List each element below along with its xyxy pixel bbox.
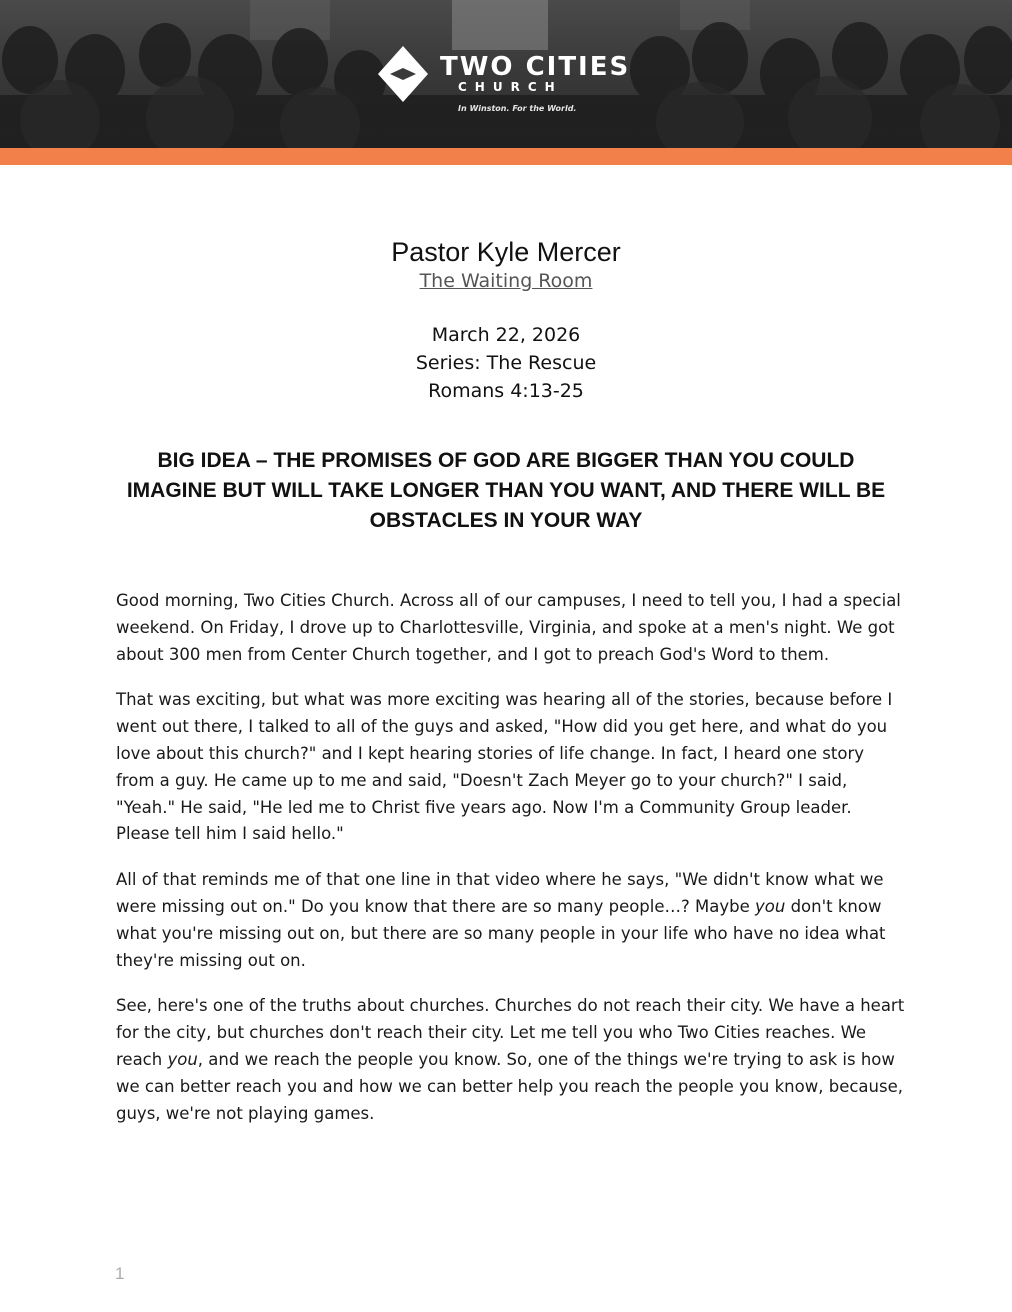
paragraph-text: , and we reach the people you know. So, one of the things we're trying to ask is how we can better reach you and how we can better help you reach the people you know, because, guys, we're not playing games. [116, 1049, 903, 1123]
paragraph: That was exciting, but what was more exciting was hearing all of the stories, because before I went out there, I talked to all of the guys and asked, "How did you get here, and what do you love about this church?" and I kept hearing stories of life change. In fact, I heard one story from a guy. He came up to me and said, "Doesn't Zach Meyer go to your church?" I said, "Yeah." He said, "He led me to Christ five years ago. Now I'm a Community Group leader. Please tell him I said hello." [116, 690, 893, 844]
paragraph [116, 867, 906, 974]
header-banner [0, 0, 1012, 148]
sermon-scripture: Romans 4:13-25 [428, 380, 584, 402]
emphasis-text: you [755, 896, 786, 916]
sermon-meta [0, 321, 1012, 405]
pastor-name: Pastor Kyle Mercer [391, 237, 621, 267]
sermon-series: Series: The Rescue [415, 352, 597, 374]
page-number: 1 [115, 1264, 125, 1283]
logo-subtitle: CHURCH [458, 80, 563, 94]
sermon-date: March 22, 2026 [431, 324, 581, 346]
paragraph-text: don't know what you're missing out on, but there are so many people in your life who have no idea what they're missing out on. [116, 896, 886, 970]
big-idea-heading: BIG IDEA – THE PROMISES OF GOD ARE BIGGER THAN YOU COULD IMAGINE BUT WILL TAKE LONGER THAN YOU WANT, AND THERE WILL BE OBSTACLES IN YOUR WAY [126, 449, 886, 532]
paragraph: Good morning, Two Cities Church. Across all of our campuses, I need to tell you, I had a special weekend. On Friday, I drove up to Charlottesville, Virginia, and spoke at a men's night. We got about 300 men from Center Church together, and I got to preach God's Word to them. [116, 591, 901, 664]
logo-title: TWO CITIES [440, 52, 631, 82]
sermon-title: The Waiting Room [419, 270, 593, 292]
title-block [0, 236, 1012, 294]
logo-tagline: In Winston. For the World. [458, 104, 577, 113]
paragraph-text: See, here's one of the truths about churches. Churches do not reach their city. We have a heart for the city, but churches don't reach their city. Let me tell you who Two Cities reaches. We reach [116, 996, 905, 1069]
accent-bar [0, 148, 1012, 165]
sermon-body [116, 588, 906, 1146]
diamond-logo-icon [378, 46, 428, 102]
emphasis-text: you [167, 1049, 198, 1069]
paragraph [116, 993, 906, 1127]
paragraph-text: All of that reminds me of that one line in that video where he says, "We didn't know what we were missing out on." Do you know that there are so many people…? Maybe [116, 870, 884, 916]
church-logo [378, 46, 638, 118]
